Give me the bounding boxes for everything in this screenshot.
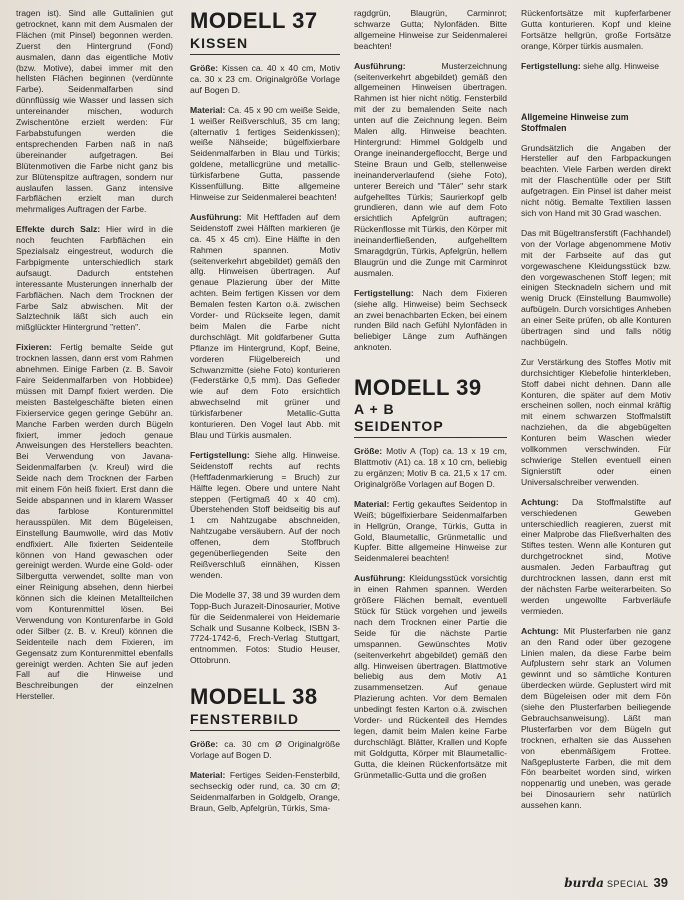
paragraph-general [521,143,671,219]
paragraph-execution-cont [521,8,671,52]
paragraph-text: Kleidungsstück vorsichtig in einen Rahmen spannen. Werden größere Flächen bemalt, eventuell Stück für Stück vorgehen und jeweils nach dem Trocknen einer Partie die Seide für die nächste Partie umspannen. Gewünschtes Motiv (seitenverkehrt abgebildet) gemäß den allg. Hinweisen übertragen. Blattmotive beliebig aus dem Motiv A1 zusammensetzen. Auf genaue Plazierung achten. Vor dem Bemalen unbedingt festen Karton o.ä. zwischen Vorder- und Rückenteil des Hemdes legen, damit beim Malen keine Farbe durchschlägt. Blätter, Krallen und Kopfe mit Goldgutta, Körper mit Blaumetallic-Gutta, die kleinen Rückenfortsätze mit Grünmetallic-Gutta und die großen [354,573,507,780]
label-material: Material: [354,498,390,509]
label-material: Material: [190,104,226,115]
label-finishing: Fertigstellung: [354,287,414,298]
paragraph-text: Kissen ca. 40 x 40 cm, Motiv ca. 30 x 23 cm. Originalgröße Vorlage auf Bogen D. [190,63,340,95]
paragraph-text: Musterzeichnung (seitenverkehrt abgebildet) gemäß den allgemeinen Hinweisen übertragen. Rahmen ist hier nicht nötig. Fensterbild mit der zu bemalenden Seite nach unten auf die Zeichnung legen. Beim Malen allg. Hinweise beachten. Hintergrund: Himmel Goldgelb und Orange ineinandergefloccht, Berge und Steine Braun und Gelb, stellenweise ineinanderverlaufend (siehe Foto), unterer Bereich und "Täler" sehr stark aufgehelltes Türkis; Saurierkopf gelb grundieren, dann wie auf dem Foto ersichtlich Apfelgrün auftragen; Rückenflosse mit Türkis, den Körper mit ineinanderfließenden, aufgehelltem Smaragdgrün, Türkis, Apfelgrün, hellem Blaugrün und die Zunge mit Carminrot ausmalen. [354,60,507,278]
label-finishing: Fertigstellung: [521,60,581,71]
column-2 [190,8,340,823]
paragraph-size [190,739,340,761]
paragraph-execution [354,61,507,279]
label-finishing: Fertigstellung: [190,449,250,460]
model-subtitle: SEIDENTOP [354,418,444,435]
label-material: Material: [190,769,226,780]
paragraph-text: Motiv A (Top) ca. 13 x 19 cm, Blattmotiv (A1) ca. 18 x 10 cm, beliebig zu ergänzen; Motiv B ca. 21,5 x 17 cm. Originalgröße Vorlagen auf Bogen D. [354,446,507,489]
paragraph-material-cont [354,8,507,52]
paragraph-text: Ca. 45 x 90 cm weiße Seide, 1 weißer Reißverschluß, 35 cm lang; (alternativ 1 fertiges Seidenkissen); weiße Nähseide; bügelfixierbare Seidenmalfarben in Blau und Türkis; goldene, metallicgrüne und metallic-türkisfarbene Gutta, passende Kissenfüllung. Bitte allgemeine Hinweise zur Seidenmalerei beachten! [190,104,340,202]
paragraph-text: siehe allg. Hinweise [580,60,660,71]
paragraph-finishing [521,61,671,72]
paragraph-text: Grundsätzlich die Angaben der Hersteller auf den Farbpackungen beachten. Viele Farben werden direkt mit der Flaschentülle oder per Stift aufgetragen. Ein Pinsel ist daher meist nicht nötig. Bemalte Textilien lassen sich von Hand mit 30 Grad waschen. [521,142,671,218]
paragraph-finishing [190,450,340,581]
paragraph-warning-puff [521,626,671,811]
model-title: MODELL 37 [190,8,318,33]
label-salt-effects: Effekte durch Salz: [16,224,101,235]
brand-special: SPECIAL [606,879,649,889]
model-subtitle-variant: A + B [354,401,395,418]
paragraph-text: Die Modelle 37, 38 und 39 wurden dem Topp-Buch Jurazeit-Dinosaurier, Motive für die Seidenmalerei von Heidemarie Schalk und Susanne Kolbeck, ISBN 3-7724-1742-6, Frech-Verlag Stuttgart, entnommen. Fotos: Studio Heuser, Ottobrunn. [190,589,341,666]
page-number: 39 [653,875,668,890]
heading-modell-37 [190,8,340,55]
paragraph-material [190,105,340,203]
paragraph-finishing [354,288,507,353]
column-4 [521,8,671,820]
paragraph-text: Fertiges Seiden-Fensterbild, sechseckig oder rund, ca. 30 cm Ø; Seidenmalfarben in Goldgelb, Orange, Braun, Gelb, Apfelgrün, Türkis, Sma- [190,769,340,813]
paragraph-text: Mit Heftfaden auf dem Seidenstoff zwei Hälften markieren (je ca. 45 x 45 cm). Eine Hälfte in den Rahmen spannen. Motiv (seitenverkehrt abgebildet) gemäß den allg. Hinweisen übertragen. Auf genaue Plazierung über der Mitte achten. Beim fertigen Kissen vor dem Bemalen festen Karton o.ä. zwischen Vorder- und Rückseite legen, damit beim Malen die Farbe nicht durchschlägt. Mit goldfarbener Gutta Pflanze im Hintergrund, Kopf, Beine, vorderen Flügelbereich und Schwanzmitte (siehe Foto) konturieren (Federstärke 0,5 mm). Das Gefieder wie auf dem Foto ersichtlich abwechselnd mit grüner und türkisfarbener Metallic-Gutta konturieren. Den Vogel laut Abb. mit Blau und Türkis ausmalen. [190,211,340,440]
heading-modell-38 [190,684,340,731]
paragraph-text: Da Stoffmalstifte auf verschiedenen Geweben unterschiedlich reagieren, zuerst mit einer Malprobe das Fließverhalten des Stiftes testen. Wenn alle Konturen gut durchgetrocknet sind, Motive ausmalen. Jeden Farbauftrag gut durchtrocknen lassen, dann erst mit der nächsten Farbe weiterarbeiten. So werden ungewollte Farbverläufe vermieden. [521,496,671,616]
brand-logo: burda [564,876,604,890]
label-size: Größe: [190,739,219,750]
column-1 [16,8,173,711]
paragraph-text: Fertig bemalte Seide gut trocknen lassen, dann erst vom Rahmen abnehmen. Einige Farben (z. B. Savoir Faire Seidenmalfarben von Hobbidee) müssen mit Dampf fixiert werden. Die meisten Bastelgeschäfte bieten einen Fixierservice gegen geringe Gebühr an. Manche Farben werden durch Bügeln fixiert, immer jedoch genaue Anweisungen des Herstellers beachten. Bei Verwendung von Javana-Seidenmalfarben (v. Kreul) wird die Seide nach dem Trocknen der Farben mit einem Fön heiß fixiert. Erst dann die Seide abspannen und in klarem Wasser das farblose Konturenmittel herausspülen. Mit dem Bügeleisen, Einstellung Baumwolle, wird das Motiv endfixiert. Alle fixierten Seidenteile können von Hand gewaschen oder gereinigt werden. Wurde eine Gold- oder Silbergutta verwendet, sollte man von einer Reinigung absehen, denn hierbei können sich die kleinen Metallteilchen vom Konturenmittel lösen. Bei Verwendung von Konturenfarbe in Gold oder Silber (z. B. v. Kreul) können die Seidenteile nach dem Fixieren, im Gegensatz zum Konturenmittel ebenfalls gereinigt werden. Achten Sie auf jeden Fall auf die Hinweise und Beschreibungen der einzelnen Hersteller. [16,342,173,702]
paragraph-text: ragdgrün, Blaugrün, Carminrot; schwarze Gutta; Nylonfäden. Bitte allgemeine Hinweise zur Seidenmalerei beachten! [354,8,507,51]
label-execution: Ausführung: [354,60,406,71]
paragraph-size [190,63,340,96]
paragraph-text: Mit Plusterfarben nie ganz an den Rand oder über gezogene Linien malen, da diese Farbe beim Aufplustern sehr stark an Volumen gewinnt und so sämtliche Konturen überdecken würde. Geplustert wird mit dem Bügeleisen oder mit dem Fön (siehe den Plusterfarben beiliegende Gebrauchsanweisung). Läßt man Plusterfarben vor dem Bügeln gut trocknen, erhalten sie das Aussehen von ebenmäßigem Frottee. Naßgeplusterte Farben, die mit dem Fön bearbeitet worden sind, wirken noppenartig und uneben, was gerade bei Dinosauriern sehr natürlich aussehen kann. [521,625,671,811]
paragraph-source-note [190,590,340,666]
label-size: Größe: [190,63,219,73]
paragraph-material [190,770,340,814]
section-title-fabric-painting: Allgemeine Hinweise zum Stoffmalen [521,111,629,133]
label-fixing: Fixieren: [16,342,52,353]
paragraph-material [354,499,507,564]
paragraph-text: Hier wird in die noch feuchten Farbflächen ein Spezialsalz eingestreut, wodurch die Farbpigmente unterschiedlich stark aufsaugt. Dadurch entstehen interessante Musterungen innerhalb der Farbflächen. Nach dem Trocknen der Farbe Salz abwischen. Mit der Salztechnik läßt sich auch ein mißglückter Hintergrund "retten". [16,224,173,333]
paragraph-transfer [521,228,671,348]
label-warning: Achtung: [521,496,559,507]
model-subtitle: FENSTERBILD [190,711,299,728]
model-title: MODELL 38 [190,684,318,710]
paragraph-text: tragen ist). Sind alle Guttalinien gut getrocknet, kann mit dem Ausmalen der Flächen (mit Pinsel) begonnen werden. Zuerst den Hintergrund (Fond) ausmalen, dann das eigentliche Motiv (bzw. Motive), dabei immer mit den hellsten Flächen beginnen (verdünnte Farbe). Seidenmalfarben sind dünnflüssig wie Wasser und lassen sich untereinander mischen, wodurch Zwischentöne erzielt werden: Für Farbabstufungen werden die entsprechenden Farben naß in naß übereinander aufgetragen. Bei Blütenmotiven die Farbe nicht ganz bis zur Blütenspitze auftragen, sondern nur auslaufen lassen. Ganz intensive Farbflächen erzielt man durch mehrmaliges Auftragen der Farbe. [16,8,173,215]
paragraph-text: Siehe allg. Hinweise. Seidenstoff rechts auf rechts (Heftfadenmarkierung = Bruch) zur Hälfte legen. Obere und untere Naht steppen (Fertigmaß 40 x 40 cm). Überstehenden Stoff beidseitig bis auf 1 cm Nahtzugabe abschneiden, Nahtzugabe versäubern. Auf der noch offenen, dem Stoffbruch gegenüberliegenden Seite den Reißverschluß einnähen, Kissen wenden. [190,449,340,580]
heading-modell-39 [354,375,507,438]
paragraph-execution [354,573,507,780]
paragraph-warning-pens [521,497,671,617]
paragraph-text: Nach dem Fixieren (siehe allg. Hinweise) beim Sechseck an zwei benachbarten Ecken, bei einem runden Bild nach Gefühl Nylonfäden in beliebiger Länge zum Aufhängen anknoten. [354,287,507,353]
paragraph-text: ca. 30 cm Ø Originalgröße Vorlage auf Bogen D. [190,739,340,761]
label-warning: Achtung: [521,625,559,636]
label-execution: Ausführung: [190,211,242,222]
column-3 [354,8,507,789]
paragraph-text: Rückenfortsätze mit kupferfarbener Gutta konturieren. Kopf und kleine Fortsätze hellgrün, große Fortsätze orange, Körper türkis ausmalen. [521,8,671,51]
label-size: Größe: [354,446,383,457]
paragraph-text: Fertig gekauftes Seidentop in Weiß; bügelfixierbare Seidenmalfarben in Hellgrün, Orange, Türkis, Gutta in Gold, Blaumetallic, Grünmetallic und Kupfer. Bitte allgemeine Hinweise zur Seidenmalerei beachten! [354,498,507,564]
paragraph-fixing [16,342,173,702]
paragraph-size [354,446,507,490]
model-subtitle: KISSEN [190,35,249,51]
model-title: MODELL 39 [354,375,482,401]
paragraph-execution [190,212,340,441]
paragraph-text: Zur Verstärkung des Stoffes Motiv mit durchsichtiger Klebefolie hinterkleben, Stoff dabei nicht dehnen. Dann alle Konturen, die später auf dem Motiv erscheinen sollen, noch einmal kräftig mit einem schwarzen Stoffmalstift nachziehen, da die abgebügelten Konturen beim Waschen wieder vollkommen verschwinden. Für schwierige Stellen eventuell einen Signierstift oder einen Universalschreiber verwenden. [521,356,671,487]
paragraph-painting [16,8,173,215]
paragraph-text: Das mit Bügeltransferstift (Fachhandel) von der Vorlage abgenommene Motiv mit der Farbseite auf das gut vorgewaschene Kleidungsstück bzw. den vorgewaschenen Stoff legen; mit einigen Stecknadeln sichern und mit wenig Druck (Einstellung Baumwolle) aufbügeln. Durch vorsichtiges Anheben an einer Seite prüfen, ob alle Konturen übertragen sind und falls nötig nachbügeln. [521,227,671,347]
paragraph-reinforcement [521,357,671,488]
page-footer [564,875,668,890]
label-execution: Ausführung: [354,573,406,584]
paragraph-salt-effects [16,224,173,333]
